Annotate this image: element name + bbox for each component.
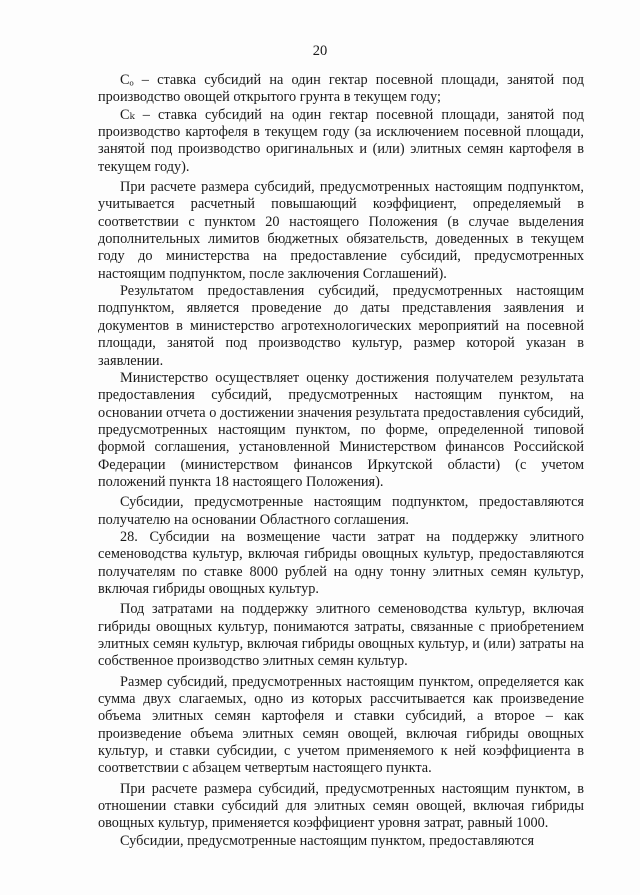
page-number: 20 [312,43,328,59]
paragraph-assessment: Министерство осуществляет оценку достижения получателем результата предоставления субсидий, предусмотренных настоящим пунктом, на основании отчета о достижении значения результата предоставления субсидий, предусмотренных настоящим пунктом, по форме, определенной типовой формой соглашения, установленной Министерством финансов Российской Федерации (министерством финансов Иркутской области) (с учетом положений пункта 18 настоящего Положения). [98,369,584,490]
paragraph-subsidies-provided: Субсидии, предусмотренные настоящим пунктом, предоставляются [120,832,535,849]
paragraph-cost-coefficient: При расчете размера субсидий, предусмотренных настоящим пунктом, в отношении ставки субсидий для элитных семян овощей, включая гибриды овощных культур, применяется коэффициент уровня затрат, равный 1000. [98,780,584,832]
paragraph-regional-agreement: Субсидии, предусмотренные настоящим подпунктом, предоставляются получателю на основании Областного соглашения. [98,494,584,528]
paragraph-result: Результатом предоставления субсидий, предусмотренных настоящим подпунктом, является проведение до даты представления заявления и документов в министерство агротехнологических мероприятий на посевной площади, занятой под производство культур, размер которой указан в заявлении. [98,283,584,369]
paragraph-item-28: 28. Субсидии на возмещение части затрат на поддержку элитного семеноводства культур, включая гибриды овощных культур, предоставляются получателям по ставке 8000 рублей на одну тонну элитных семян культур, включая гибриды овощных культур. [98,528,584,597]
document-body [98,72,584,850]
paragraph-amount-calculation: Размер субсидий, предусмотренных настоящим пунктом, определяется как сумма двух слагаемых, одно из которых рассчитывается как произведение объема элитных семян картофеля и ставки субсидий, а второе – как произведение объема элитных семян овощей, включая гибриды овощных культур, и ставки субсидии, с учетом применяемого к ней коэффициента в соответствии с абзацем четвертым настоящего пункта. [98,673,584,777]
paragraph-rate-potatoes: Сₖ – ставка субсидий на один гектар посевной площади, занятой под производство картофеля в текущем году (за исключением посевной площади, занятой под производство оригинальных и (или) элитных семян картофеля в текущем году). [98,106,584,175]
paragraph-costs-definition: Под затратами на поддержку элитного семеноводства культур, включая гибриды овощных культур, понимаются затраты, связанные с приобретением элитных семян культур, включая гибриды овощных культур, и (или) затраты на собственное производство элитных семян культур. [98,601,584,670]
paragraph-coefficient: При расчете размера субсидий, предусмотренных настоящим подпунктом, учитывается расчетный повышающий коэффициент, определяемый в соответствии с пунктом 20 настоящего Положения (в случае выделения дополнительных лимитов бюджетных обязательств, доведенных в текущем году до министерства на предоставление субсидий, предусмотренных настоящим подпунктом, после заключения Соглашений). [98,179,584,282]
paragraph-rate-vegetables: Сₒ – ставка субсидий на один гектар посевной площади, занятой под производство овощей открытого грунта в текущем году; [98,72,584,106]
